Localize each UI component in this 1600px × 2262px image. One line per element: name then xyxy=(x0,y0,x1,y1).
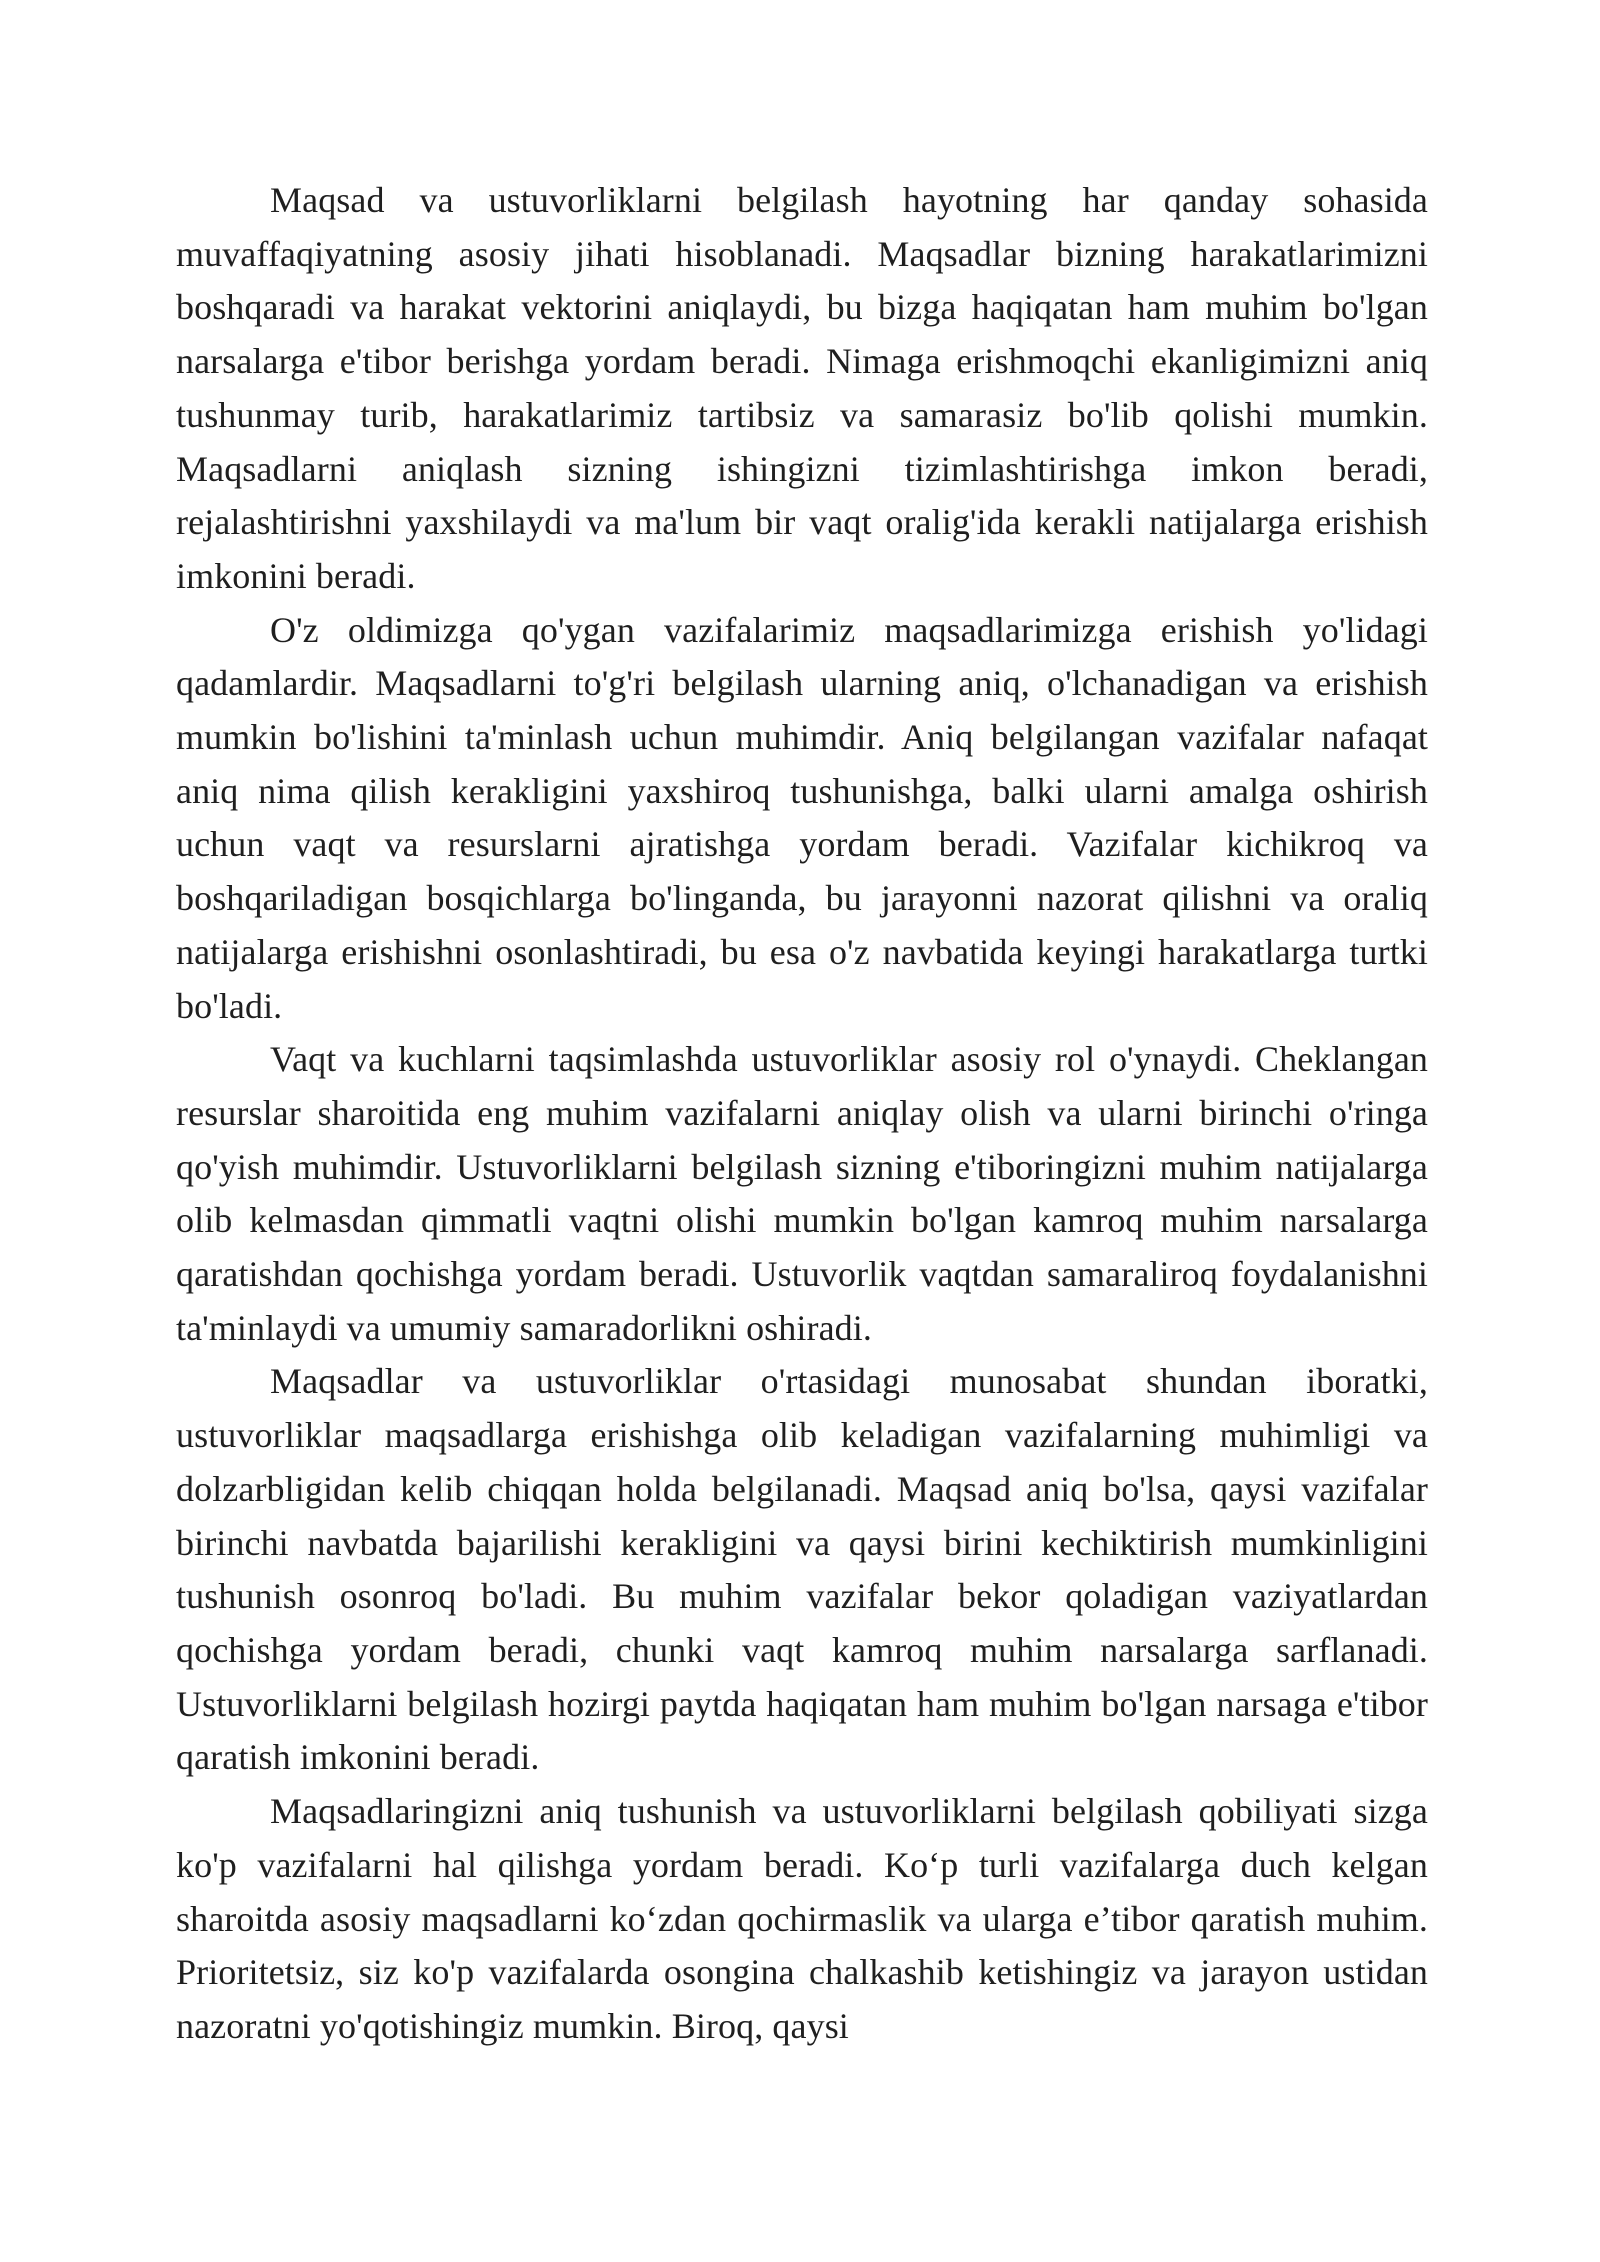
document-body xyxy=(176,174,1428,2054)
paragraph-2: O'z oldimizga qo'ygan vazifalarimiz maqsadlarimizga erishish yo'lidagi qadamlardir. Maqsadlarni to'g'ri belgilash ularning aniq, o'lchanadigan va erishish mumkin bo'lishini ta'minlash uchun muhimdir. Aniq belgilangan vazifalar nafaqat aniq nima qilish kerakligini yaxshiroq tushunishga, balki ularni amalga oshirish uchun vaqt va resurslarni ajratishga yordam beradi. Vazifalar kichikroq va boshqariladigan bosqichlarga bo'linganda, bu jarayonni nazorat qilishni va oraliq natijalarga erishishni osonlashtiradi, bu esa o'z navbatida keyingi harakatlarga turtki bo'ladi. xyxy=(176,609,1428,1026)
paragraph-4: Maqsadlar va ustuvorliklar o'rtasidagi munosabat shundan iboratki, ustuvorliklar maqsadlarga erishishga olib keladigan vazifalarning muhimligi va dolzarbligidan kelib chiqqan holda belgilanadi. Maqsad aniq bo'lsa, qaysi vazifalar birinchi navbatda bajarilishi kerakligini va qaysi birini kechiktirish mumkinligini tushunish osonroq bo'ladi. Bu muhim vazifalar bekor qoladigan vaziyatlardan qochishga yordam beradi, chunki vaqt kamroq muhim narsalarga sarflanadi. Ustuvorliklarni belgilash hozirgi paytda haqiqatan ham muhim bo'lgan narsaga e'tibor qaratish imkonini beradi. xyxy=(176,1361,1428,1778)
paragraph-5: Maqsadlaringizni aniq tushunish va ustuvorliklarni belgilash qobiliyati sizga ko'p vazifalarni hal qilishga yordam beradi. Koʻp turli vazifalarga duch kelgan sharoitda asosiy maqsadlarni koʻzdan qochirmaslik va ularga e’tibor qaratish muhim. Prioritetsiz, siz ko'p vazifalarda osongina chalkashib ketishingiz va jarayon ustidan nazoratni yo'qotishingiz mumkin. Biroq, qaysi xyxy=(176,1791,1428,2046)
paragraph-3: Vaqt va kuchlarni taqsimlashda ustuvorliklar asosiy rol o'ynaydi. Cheklangan resurslar sharoitida eng muhim vazifalarni aniqlay olish va ularni birinchi o'ringa qo'yish muhimdir. Ustuvorliklarni belgilash sizning e'tiboringizni muhim natijalarga olib kelmasdan qimmatli vaqtni olishi mumkin bo'lgan kamroq muhim narsalarga qaratishdan qochishga yordam beradi. Ustuvorlik vaqtdan samaraliroq foydalanishni ta'minlaydi va umumiy samaradorlikni oshiradi. xyxy=(176,1039,1428,1348)
paragraph-1: Maqsad va ustuvorliklarni belgilash hayotning har qanday sohasida muvaffaqiyatning asosiy jihati hisoblanadi. Maqsadlar bizning harakatlarimizni boshqaradi va harakat vektorini aniqlaydi, bu bizga haqiqatan ham muhim bo'lgan narsalarga e'tibor berishga yordam beradi. Nimaga erishmoqchi ekanligimizni aniq tushunmay turib, harakatlarimiz tartibsiz va samarasiz bo'lib qolishi mumkin. Maqsadlarni aniqlash sizning ishingizni tizimlashtirishga imkon beradi, rejalashtirishni yaxshilaydi va ma'lum bir vaqt oralig'ida kerakli natijalarga erishish imkonini beradi. xyxy=(176,180,1428,596)
